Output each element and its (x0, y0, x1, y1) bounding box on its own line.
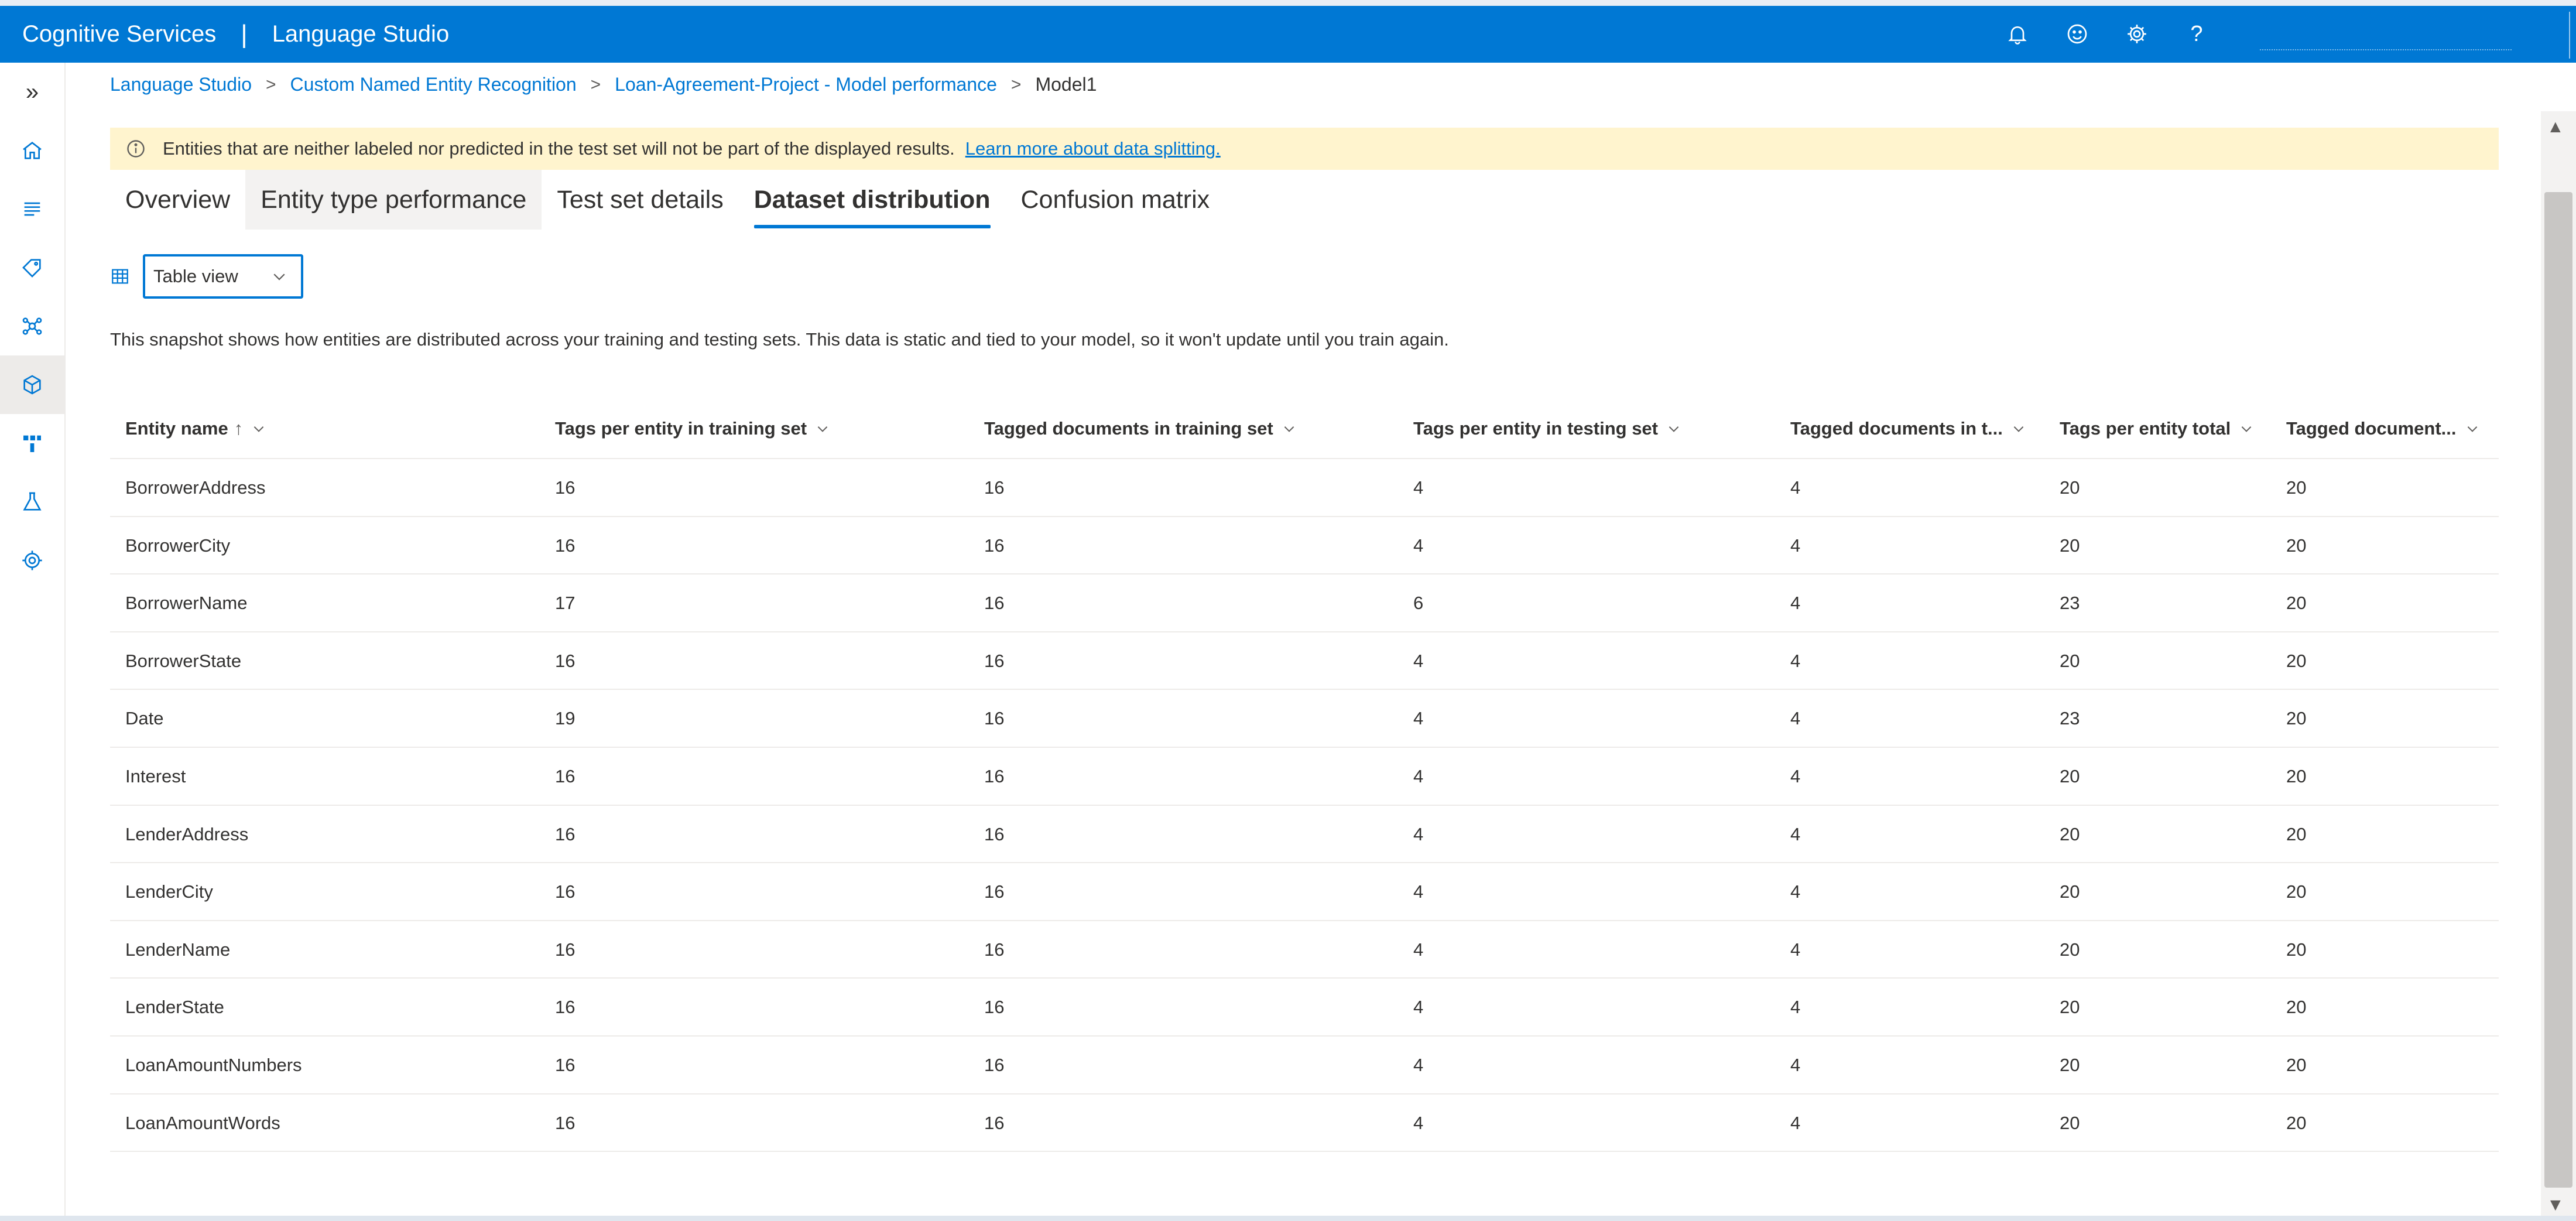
table-cell: 4 (1413, 1054, 1424, 1075)
table-cell: 16 (984, 593, 1005, 614)
table-cell: 20 (2286, 939, 2307, 960)
table-cell: 20 (2060, 535, 2080, 556)
table-cell: 20 (2060, 823, 2080, 844)
table-cell: 16 (555, 1054, 576, 1075)
table-cell: 6 (1413, 593, 1424, 614)
table-row[interactable] (110, 690, 2499, 748)
entity-name-cell: LoanAmountWords (125, 1112, 280, 1133)
table-cell: 16 (555, 939, 576, 960)
table-cell: 16 (555, 1112, 576, 1133)
table-cell: 16 (555, 535, 576, 556)
table-cell: 4 (1413, 708, 1424, 729)
breadcrumb (110, 74, 1097, 95)
table-cell: 20 (2060, 765, 2080, 786)
vertical-scrollbar[interactable] (2541, 111, 2576, 1221)
table-row[interactable] (110, 574, 2499, 632)
table-cell: 4 (1790, 650, 1801, 671)
scroll-up-arrow-icon[interactable]: ▲ (2547, 117, 2564, 136)
table-cell: 4 (1413, 997, 1424, 1018)
table-cell: 20 (2286, 1112, 2307, 1133)
table-cell: 20 (2060, 1112, 2080, 1133)
breadcrumb-language-studio[interactable]: Language Studio (110, 74, 252, 95)
table-cell: 4 (1413, 823, 1424, 844)
table-cell: 20 (2060, 939, 2080, 960)
table-cell: 23 (2060, 708, 2080, 729)
left-navigation (0, 63, 66, 1221)
entity-name-cell: BorrowerCity (125, 535, 231, 556)
dataset-distribution-table (110, 398, 2499, 1152)
table-cell: 4 (1790, 1054, 1801, 1075)
entity-name-cell: Date (125, 708, 164, 729)
smiley-feedback-icon[interactable] (2062, 19, 2092, 49)
tab-list (110, 170, 1225, 230)
chevron-down-icon (270, 268, 288, 285)
tab-entity-type-performance[interactable]: Entity type performance (245, 170, 542, 230)
table-cell: 20 (2286, 823, 2307, 844)
table-cell: 16 (555, 997, 576, 1018)
product-name[interactable]: Language Studio (272, 21, 450, 47)
tab-overview[interactable]: Overview (125, 185, 231, 214)
table-cell: 16 (984, 881, 1005, 902)
column-header-tags-training[interactable]: Tags per entity in training set (555, 398, 830, 459)
chevron-down-icon (2465, 421, 2480, 436)
chevron-right-icon: > (1010, 74, 1022, 94)
table-row[interactable] (110, 517, 2499, 575)
scrollbar-thumb[interactable] (2544, 192, 2572, 1188)
account-area[interactable] (2260, 22, 2512, 53)
column-header-docs-total[interactable]: Tagged document... (2286, 398, 2480, 459)
info-icon (125, 138, 146, 159)
table-cell: 4 (1790, 1112, 1801, 1133)
table-cell: 16 (984, 1054, 1005, 1075)
entity-name-cell: BorrowerName (125, 593, 248, 614)
table-cell: 4 (1790, 823, 1801, 844)
entity-name-cell: LenderCity (125, 881, 213, 902)
tag-icon[interactable] (0, 238, 64, 297)
table-row[interactable] (110, 979, 2499, 1037)
table-cell: 4 (1790, 939, 1801, 960)
breadcrumb-custom-ner[interactable]: Custom Named Entity Recognition (290, 74, 577, 95)
table-cell: 4 (1413, 477, 1424, 498)
table-cell: 4 (1413, 939, 1424, 960)
table-cell: 16 (555, 823, 576, 844)
table-cell: 20 (2060, 477, 2080, 498)
entity-name-cell: LenderName (125, 939, 231, 960)
table-cell: 4 (1413, 650, 1424, 671)
column-header-tags-total[interactable]: Tags per entity total (2060, 398, 2254, 459)
table-cell: 23 (2060, 593, 2080, 614)
entity-name-cell: BorrowerState (125, 650, 242, 671)
table-row[interactable] (110, 632, 2499, 690)
chevron-down-icon (815, 421, 830, 436)
table-cell: 16 (555, 765, 576, 786)
entity-name-cell: LoanAmountNumbers (125, 1054, 302, 1075)
breadcrumb-current: Model1 (1035, 74, 1097, 95)
chevron-right-icon: > (590, 74, 601, 94)
window-bottom-edge (0, 1216, 2576, 1221)
table-cell: 4 (1413, 1112, 1424, 1133)
table-row[interactable] (110, 1037, 2499, 1095)
table-cell: 20 (2060, 881, 2080, 902)
home-icon[interactable] (0, 121, 64, 180)
brand-name[interactable]: Cognitive Services (22, 21, 217, 47)
column-header-tags-testing[interactable]: Tags per entity in testing set (1413, 398, 1681, 459)
table-cell: 16 (984, 939, 1005, 960)
chevron-down-icon (251, 421, 266, 436)
table-cell: 16 (555, 881, 576, 902)
table-cell: 20 (2286, 535, 2307, 556)
deployment-icon[interactable] (0, 414, 64, 473)
header-icons (2002, 19, 2212, 49)
chevron-down-icon (1282, 421, 1297, 436)
table-cell: 4 (1790, 708, 1801, 729)
scroll-down-arrow-icon[interactable]: ▼ (2547, 1195, 2564, 1215)
bell-icon[interactable] (2002, 19, 2033, 49)
tab-dataset-distribution[interactable]: Dataset distribution (739, 170, 1006, 230)
gear-icon[interactable] (2122, 19, 2152, 49)
expand-nav-icon[interactable]: » (25, 78, 39, 105)
table-cell: 4 (1790, 997, 1801, 1018)
view-selector-row (110, 254, 303, 299)
document-lines-icon[interactable] (0, 180, 64, 238)
settings-icon[interactable] (0, 531, 64, 590)
brand-separator: | (241, 19, 248, 49)
table-cell: 17 (555, 593, 576, 614)
entity-name-cell: Interest (125, 765, 186, 786)
table-cell: 20 (2286, 1054, 2307, 1075)
table-body (110, 459, 2499, 1152)
table-cell: 4 (1413, 535, 1424, 556)
view-dropdown[interactable] (143, 254, 303, 299)
model-train-icon[interactable] (0, 297, 64, 355)
table-cell: 16 (984, 535, 1005, 556)
chevron-down-icon (1666, 421, 1681, 436)
window-edge (2569, 12, 2570, 59)
column-header-docs-testing[interactable]: Tagged documents in t... (1790, 398, 2026, 459)
table-grid-icon (110, 266, 130, 286)
table-cell: 16 (984, 650, 1005, 671)
table-cell: 16 (555, 650, 576, 671)
model-performance-icon[interactable] (0, 355, 64, 414)
chevron-down-icon (2239, 421, 2254, 436)
table-cell: 4 (1790, 477, 1801, 498)
banner-text: Entities that are neither labeled nor predicted in the test set will not be part of the displayed results. (163, 138, 955, 159)
column-header-entity-name[interactable]: Entity name ↑ (125, 398, 266, 459)
chevron-down-icon (2011, 421, 2026, 436)
table-row[interactable] (110, 1095, 2499, 1152)
flask-test-icon[interactable] (0, 473, 64, 531)
table-cell: 16 (984, 997, 1005, 1018)
table-cell: 16 (984, 1112, 1005, 1133)
table-row[interactable] (110, 459, 2499, 517)
table-cell: 20 (2286, 708, 2307, 729)
chevron-right-icon: > (266, 74, 276, 94)
table-cell: 16 (984, 708, 1005, 729)
tab-test-set-details[interactable]: Test set details (557, 185, 724, 214)
table-cell: 16 (984, 823, 1005, 844)
table-cell: 16 (984, 477, 1005, 498)
view-dropdown-value: Table view (153, 266, 238, 286)
breadcrumb-project[interactable]: Loan-Agreement-Project - Model performance (615, 74, 997, 95)
entity-name-cell: BorrowerAddress (125, 477, 266, 498)
table-cell: 20 (2286, 477, 2307, 498)
table-row[interactable] (110, 863, 2499, 921)
table-cell: 20 (2060, 997, 2080, 1018)
table-cell: 20 (2286, 593, 2307, 614)
table-cell: 4 (1790, 765, 1801, 786)
info-banner (110, 128, 2499, 170)
table-cell: 20 (2060, 1054, 2080, 1075)
table-cell: 4 (1790, 593, 1801, 614)
table-header (110, 398, 2499, 459)
sort-ascending-icon: ↑ (234, 418, 244, 439)
entity-name-cell: LenderState (125, 997, 224, 1018)
table-cell: 16 (984, 765, 1005, 786)
table-cell: 4 (1413, 881, 1424, 902)
table-cell: 4 (1790, 535, 1801, 556)
entity-name-cell: LenderAddress (125, 823, 249, 844)
table-cell: 20 (2286, 881, 2307, 902)
top-bar (0, 0, 2576, 63)
learn-more-link[interactable]: Learn more about data splitting. (965, 138, 1221, 159)
table-cell: 20 (2286, 997, 2307, 1018)
table-cell: 19 (555, 708, 576, 729)
table-cell: 16 (555, 477, 576, 498)
table-cell: 4 (1413, 765, 1424, 786)
help-icon[interactable]: ? (2190, 21, 2203, 46)
table-cell: 4 (1790, 881, 1801, 902)
table-cell: 20 (2060, 650, 2080, 671)
tab-confusion-matrix[interactable]: Confusion matrix (1020, 185, 1210, 214)
table-cell: 20 (2286, 765, 2307, 786)
table-row[interactable] (110, 806, 2499, 864)
snapshot-description: This snapshot shows how entities are distributed across your training and testing sets. This data is static and tied to your model, so it won't update until you train again. (110, 329, 1449, 350)
table-row[interactable] (110, 921, 2499, 979)
table-cell: 20 (2286, 650, 2307, 671)
table-row[interactable] (110, 748, 2499, 806)
column-header-docs-training[interactable]: Tagged documents in training set (984, 398, 1297, 459)
